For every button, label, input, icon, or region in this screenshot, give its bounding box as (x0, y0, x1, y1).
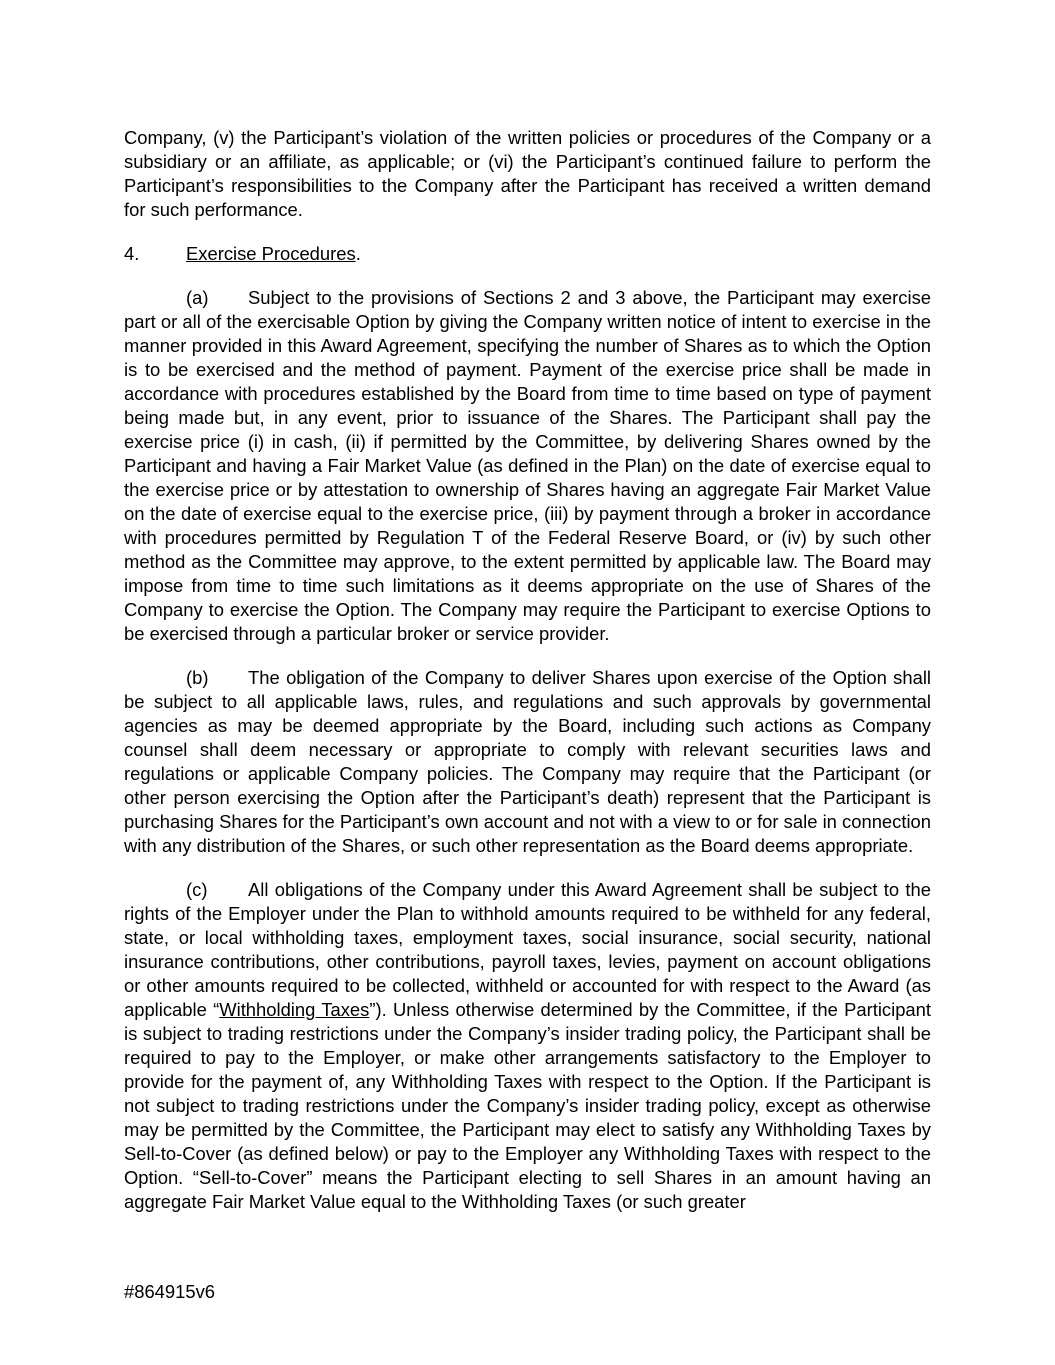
paragraph-a (124, 286, 931, 646)
document-footer-id: #864915v6 (124, 1281, 216, 1302)
paragraph-c-text-1: All obligations of the Company under this Award Agreement shall be subject to the rights of the Employer under the Plan to withhold amounts required to be withheld for any federal, state, or local withholding taxes, employment taxes, social insurance, social security, national insurance contributions, other contributions, payroll taxes, levies, payment on account obligations or other amounts required to be collected, withheld or accounted for with respect to the Award (as applicable “ (124, 879, 931, 1020)
paragraph-c-label: (c) (186, 879, 208, 900)
section-heading (124, 242, 931, 266)
paragraph-c-text-2: ”). Unless otherwise determined by the Committee, if the Participant is subject to trading restrictions under the Company’s insider trading policy, the Participant shall be required to pay to the Employer, or make other arrangements satisfactory to the Employer to provide for the payment of, any Withholding Taxes with respect to the Option. If the Participant is not subject to trading restrictions under the Company’s insider trading policy, except as otherwise may be permitted by the Committee, the Participant may elect to satisfy any Withholding Taxes by Sell-to-Cover (as defined below) or pay to the Employer any Withholding Taxes with respect to the Option. “Sell-to-Cover” means the Participant electing to sell Shares in an amount having an aggregate Fair Market Value equal to the Withholding Taxes (or such greater (124, 999, 931, 1212)
defined-term-withholding-taxes: Withholding Taxes (219, 999, 370, 1020)
paragraph-b (124, 666, 931, 858)
section-number: 4. (124, 243, 140, 264)
paragraph-a-label: (a) (186, 287, 209, 308)
paragraph-b-text: The obligation of the Company to deliver Shares upon exercise of the Option shall be subject to all applicable laws, rules, and regulations and such approvals by governmental agencies as may be deemed appropriate by the Board, including such actions as Company counsel shall deem necessary or appropriate to comply with relevant securities laws and regulations or applicable Company policies. The Company may require that the Participant (or other person exercising the Option after the Participant’s death) represent that the Participant is purchasing Shares for the Participant’s own account and not with a view to or for sale in connection with any distribution of the Shares, or such other representation as the Board deems appropriate. (124, 667, 931, 856)
paragraph-c (124, 878, 931, 1214)
paragraph-b-label: (b) (186, 667, 209, 688)
document-body (124, 126, 931, 1214)
intro-paragraph: Company, (v) the Participant’s violation of the written policies or procedures of the Company or a subsidiary or an affiliate, as applicable; or (vi) the Participant’s continued failure to perform the Participant’s responsibilities to the Company after the Participant has received a written demand for such performance. (124, 127, 931, 220)
section-title: Exercise Procedures (186, 243, 356, 264)
section-title-period: . (355, 243, 361, 264)
paragraph-a-text: Subject to the provisions of Sections 2 and 3 above, the Participant may exercise part or all of the exercisable Option by giving the Company written notice of intent to exercise in the manner provided in this Award Agreement, specifying the number of Shares as to which the Option is to be exercised and the method of payment. Payment of the exercise price shall be made in accordance with procedures established by the Board from time to time based on type of payment being made but, in any event, prior to issuance of the Shares. The Participant shall pay the exercise price (i) in cash, (ii) if permitted by the Committee, by delivering Shares owned by the Participant and having a Fair Market Value (as defined in the Plan) on the date of exercise equal to the exercise price or by attestation to ownership of Shares having an aggregate Fair Market Value on the date of exercise equal to the exercise price, (iii) by payment through a broker in accordance with procedures permitted by Regulation T of the Federal Reserve Board, or (iv) by such other method as the Committee may approve, to the extent permitted by applicable law. The Board may impose from time to time such limitations as it deems appropriate on the use of Shares of the Company to exercise the Option. The Company may require the Participant to exercise Options to be exercised through a particular broker or service provider. (124, 287, 931, 644)
